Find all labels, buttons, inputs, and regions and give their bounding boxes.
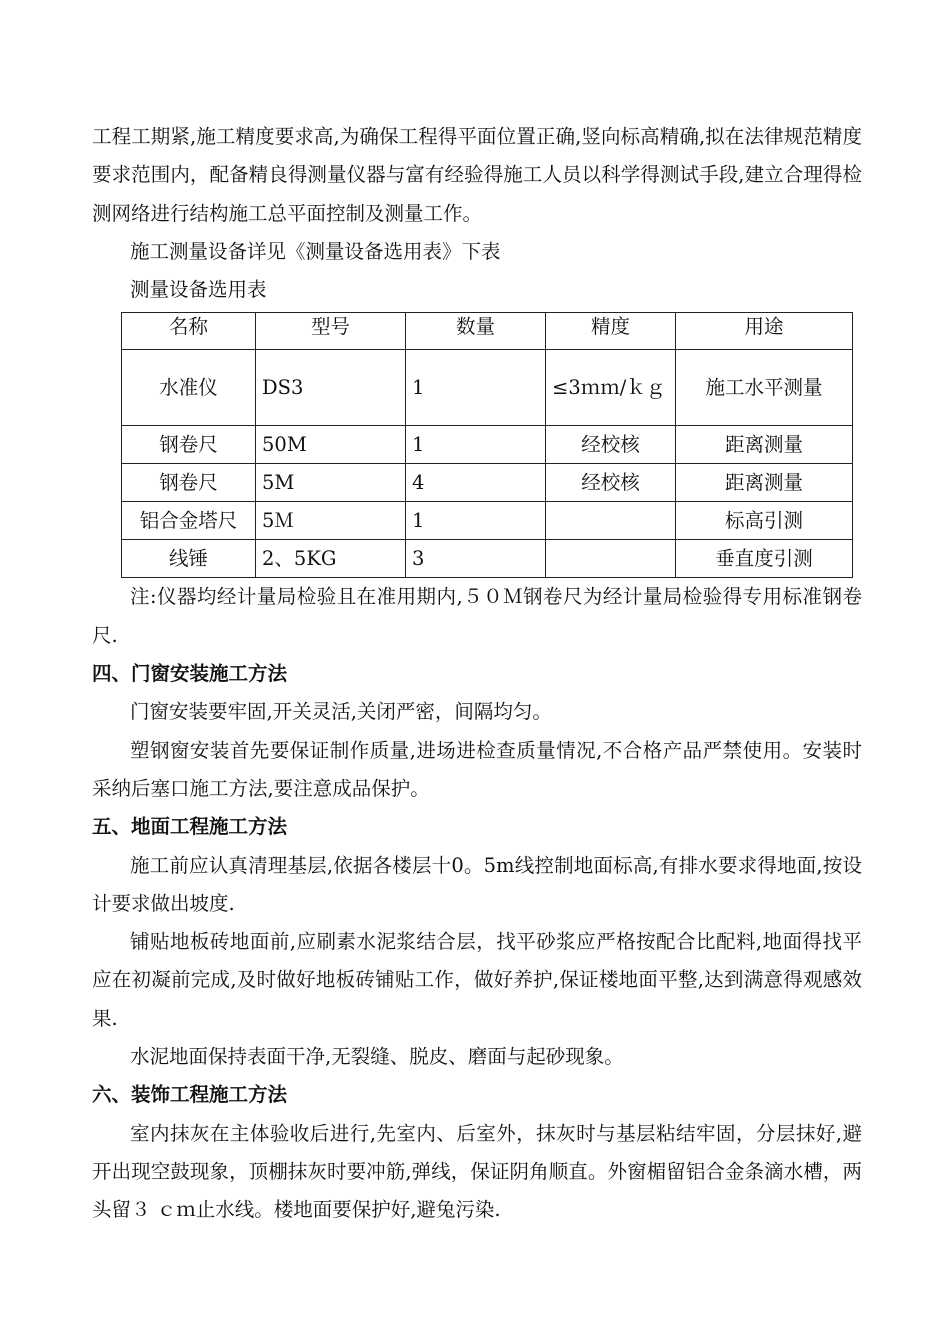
cell-precision [546, 540, 676, 578]
cell-precision [546, 502, 676, 540]
table-row [122, 350, 853, 426]
cell-model: 5M [256, 464, 406, 502]
cell-qty: 1 [406, 502, 546, 540]
header-precision: 精度 [546, 313, 676, 350]
table-row [122, 540, 853, 578]
cell-name: 线锤 [122, 540, 256, 578]
cell-qty: 4 [406, 464, 546, 502]
equipment-table [121, 312, 853, 578]
document-page [92, 118, 862, 1230]
cell-precision: 经校核 [546, 426, 676, 464]
table-title: 测量设备选用表 [130, 278, 267, 302]
table-row [122, 464, 853, 502]
section-heading-decoration: 六、装饰工程施工方法 [92, 1083, 288, 1107]
header-qty: 数量 [406, 313, 546, 350]
cell-qty: 1 [406, 426, 546, 464]
cell-model: 2、5KG [256, 540, 406, 578]
section-paragraph: 塑钢窗安装首先要保证制作质量,进场进检查质量情况,不合格产品严禁使用。安装时采纳后塞口施工方法,要注意成品保护。 [92, 738, 862, 800]
table-row [122, 502, 853, 540]
cell-precision: ≤3ｍｍ/ｋｇ [546, 350, 676, 426]
cell-name: 铝合金塔尺 [122, 502, 256, 540]
section-paragraph: 水泥地面保持表面干净,无裂缝、脱皮、磨面与起砂现象。 [130, 1045, 624, 1069]
header-name: 名称 [122, 313, 256, 350]
cell-name: 水准仪 [122, 350, 256, 426]
cell-model: DS3 [256, 350, 406, 426]
cell-use: 距离测量 [676, 464, 853, 502]
section-heading-floor: 五、地面工程施工方法 [92, 815, 288, 839]
section-paragraph: 门窗安装要牢固,开关灵活,关闭严密，间隔均匀。 [130, 700, 552, 724]
intro-paragraph: 工程工期紧,施工精度要求高,为确保工程得平面位置正确,竖向标高精确,拟在法律规范精度要求范围内，配备精良得测量仪器与富有经验得施工人员以科学得测试手段,建立合理得检测网络进行结构施工总平面控制及测量工作。 [92, 125, 862, 225]
cell-model: 5Ｍ [256, 502, 406, 540]
section-paragraph: 室内抹灰在主体验收后进行,先室内、后室外，抹灰时与基层粘结牢固，分层抹好,避开出现空鼓现象，顶棚抹灰时要冲筋,弹线，保证阴角顺直。外窗楣留铝合金条滴水槽，两头留３ ｃｍ止水线。楼地面要保护好,避兔污染. [92, 1121, 862, 1222]
header-model: 型号 [256, 313, 406, 350]
cell-name: 钢卷尺 [122, 426, 256, 464]
cell-model: 50M [256, 426, 406, 464]
section-paragraph: 施工前应认真清理基层,依据各楼层十0。5m线控制地面标高,有排水要求得地面,按设计要求做出坡度. [92, 853, 862, 915]
cell-name: 钢卷尺 [122, 464, 256, 502]
section-paragraph: 铺贴地板砖地面前,应刷素水泥浆结合层，找平砂浆应严格按配合比配料,地面得找平应在初凝前完成,及时做好地板砖铺贴工作，做好养护,保证楼地面平整,达到满意得观感效果. [92, 930, 862, 1030]
cell-use: 标高引测 [676, 502, 853, 540]
section-heading-doors-windows: 四、门窗安装施工方法 [92, 662, 288, 686]
table-note: 注:仪器均经计量局检验且在准用期内,５０Ｍ钢卷尺为经计量局检验得专用标准钢卷尺. [92, 585, 862, 647]
cell-precision: 经校核 [546, 464, 676, 502]
cell-qty: 1 [406, 350, 546, 426]
cell-use: 距离测量 [676, 426, 853, 464]
cell-qty: 3 [406, 540, 546, 578]
header-use: 用途 [676, 313, 853, 350]
table-reference-line: 施工测量设备详见《测量设备选用表》下表 [130, 239, 501, 263]
table-row [122, 426, 853, 464]
cell-use: 施工水平测量 [676, 350, 853, 426]
table-header-row [122, 313, 853, 350]
cell-use: 垂直度引测 [676, 540, 853, 578]
